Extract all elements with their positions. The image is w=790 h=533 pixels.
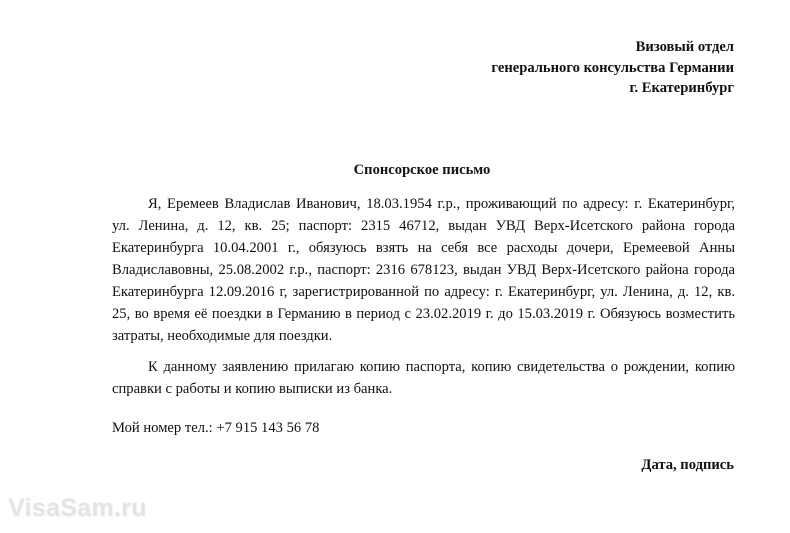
watermark-logo: VisaSam.ru	[8, 494, 147, 522]
date-signature-line: Дата, подпись	[641, 457, 734, 473]
body-paragraph-attachments: К данному заявлению прилагаю копию паспорта, копию свидетельства о рождении, копию справки с работы и копию выписки из банка.	[112, 359, 735, 397]
phone-line: Мой номер тел.: +7 915 143 56 78	[112, 420, 320, 436]
body-paragraph-sponsor-statement: Я, Еремеев Владислав Иванович, 18.03.1954 г.р., проживающий по адресу: г. Екатеринбург, ул. Ленина, д. 12, кв. 25; паспорт: 2315 46712, выдан УВД Верх-Исетского района города Екатеринбурга 10.04.2001 г., обязуюсь взять на себя все расходы дочери, Еремеевой Анны Владиславовны, 25.08.2002 г.р., паспорт: 2316 678123, выдан УВД Верх-Исетского района города Екатеринбурга 12.09.2016 г, зарегистрированной по адресу: г. Екатеринбург, ул. Ленина, д. 12, кв. 25, во время её поездки в Германию в период с 23.02.2019 г. до 15.03.2019 г. Обязуюсь возместить затраты, необходимые для поездки.	[112, 196, 735, 344]
addressee-line-3: г. Екатеринбург	[629, 80, 734, 96]
addressee-block	[491, 37, 734, 99]
document-title: Спонсорское письмо	[353, 162, 491, 178]
addressee-line-1: Визовый отдел	[635, 39, 734, 55]
addressee-line-2: генерального консульства Германии	[491, 59, 734, 76]
